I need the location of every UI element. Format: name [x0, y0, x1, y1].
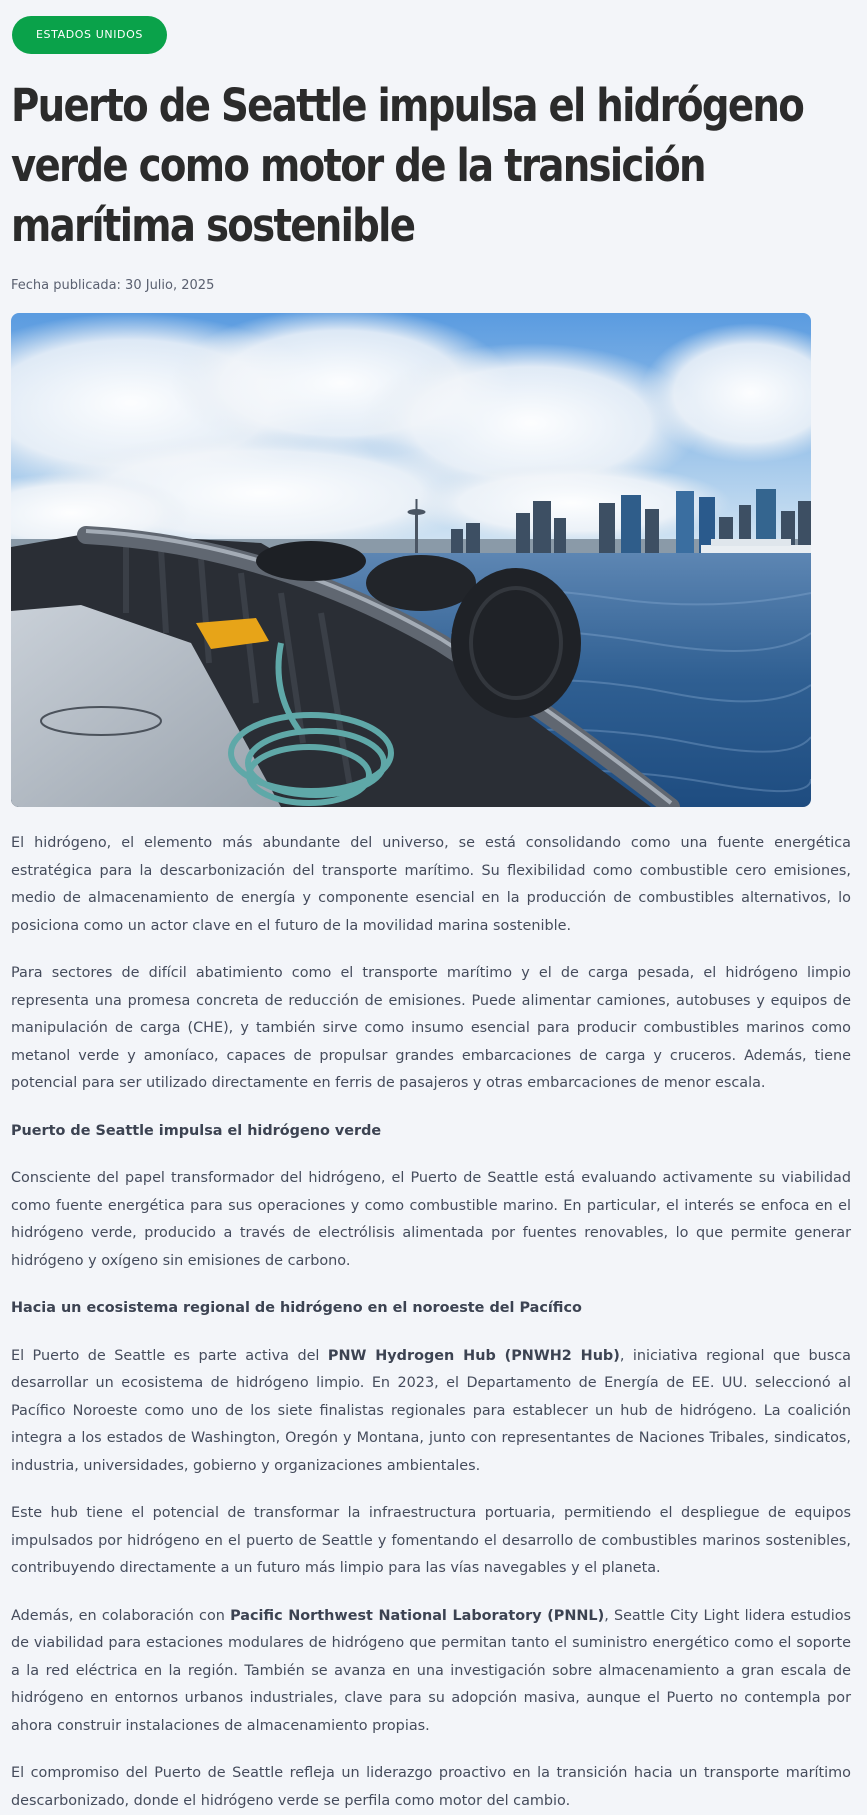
- paragraph-infrastructure: Este hub tiene el potencial de transformar la infraestructura portuaria, permitiendo el despliegue de equipos impulsados por hidrógeno en el puerto de Seattle y fomentando el desarrollo de combustibles marinos sostenibles, contribuyendo directamente a un futuro más limpio para las vías navegables y el planeta.: [11, 1505, 851, 1576]
- article-title: Puerto de Seattle impulsa el hidrógeno verde como motor de la transición marítima sostenible: [11, 79, 804, 252]
- pnnl-text-a: Además, en colaboración con: [11, 1607, 231, 1624]
- paragraph-port-evaluation: Consciente del papel transformador del hidrógeno, el Puerto de Seattle está evaluando activamente su viabilidad como fuente energética para sus operaciones y como combustible marino. En particular, el interés se enfoca en el hidrógeno verde, producido a través de electrólisis alimentada por fuentes renovables, lo que permite generar hidrógeno y oxígeno sin emisiones de carbono.: [11, 1170, 851, 1269]
- publish-date: Fecha publicada: 30 Julio, 2025: [11, 278, 215, 293]
- pnnl-text-c: , Seattle City Light lidera estudios de viabilidad para estaciones modulares de hidrógeno que permitan tanto el suministro energético como el soporte a la red eléctrica en la región. También se avanza en una investigación sobre almacenamiento a gran escala de hidrógeno en entornos urbanos industriales, clave para su adopción masiva, aunque el Puerto no contempla por ahora construir instalaciones de almacenamiento propias.: [11, 1607, 852, 1734]
- subheading-ecosystem: Hacia un ecosistema regional de hidrógeno en el noroeste del Pacífico: [11, 1300, 582, 1316]
- paragraph-intro: El hidrógeno, el elemento más abundante del universo, se está consolidando como una fuente energética estratégica para la descarbonización del transporte marítimo. Su flexibilidad como combustible cero emisiones, medio de almacenamiento de energía y componente esencial en la producción de combustibles alternativos, lo posiciona como un actor clave en el futuro de la movilidad marina sostenible.: [11, 835, 851, 934]
- category-tag[interactable]: ESTADOS UNIDOS: [12, 16, 167, 54]
- paragraph-sectors: Para sectores de difícil abatimiento como el transporte marítimo y el de carga pesada, el hidrógeno limpio representa una promesa concreta de reducción de emisiones. Puede alimentar camiones, autobuses y equipos de manipulación de carga (CHE), y también sirve como insumo esencial para producir combustibles marinos como metanol verde y amoníaco, capaces de propulsar grandes embarcaciones de carga y cruceros. Además, tiene potencial para ser utilizado directamente en ferris de pasajeros y otras embarcaciones de menor escala.: [11, 965, 851, 1091]
- hero-image-seattle-harbor: [11, 313, 811, 807]
- paragraph-pnnl: [11, 1603, 851, 1741]
- hub-text-a: El Puerto de Seattle es parte activa del: [11, 1347, 328, 1364]
- pnnl-name: Pacific Northwest National Laboratory (PNNL): [230, 1607, 605, 1624]
- subheading-port: Puerto de Seattle impulsa el hidrógeno verde: [11, 1122, 382, 1139]
- paragraph-conclusion: El compromiso del Puerto de Seattle refleja un liderazgo proactivo en la transición hacia un transporte marítimo descarbonizado, donde el hidrógeno verde se perfila como motor del cambio.: [11, 1765, 851, 1809]
- paragraph-hub: [11, 1343, 851, 1481]
- article-body: [11, 830, 851, 1815]
- hub-text-c: , iniciativa regional que busca desarrollar un ecosistema de hidrógeno limpio. En 2023, el Departamento de Energía de EE. UU. seleccionó al Pacífico Noroeste como uno de los siete finalistas regionales para establecer un hub de hidrógeno. La coalición integra a los estados de Washington, Oregón y Montana, junto con representantes de Naciones Tribales, sindicatos, industria, universidades, gobierno y organizaciones ambientales.: [11, 1347, 851, 1474]
- hub-name: PNW Hydrogen Hub (PNWH2 Hub): [327, 1347, 620, 1364]
